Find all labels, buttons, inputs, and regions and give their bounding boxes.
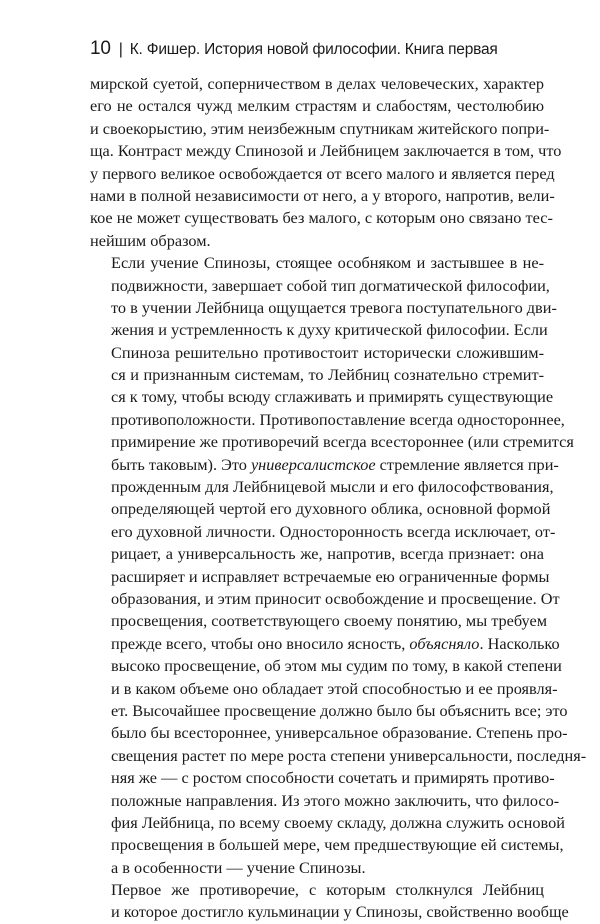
text-line: определяющей чертой его духовного облика, основной формой <box>111 499 551 519</box>
text-line: мирской суетой, соперничеством в делах человеческих, характер <box>90 74 544 93</box>
text-line: просвещения в большей мере, чем предшествующие ей системы, <box>111 835 564 855</box>
text-line: было бы всестороннее, универсальное образование. Степень про- <box>111 723 568 743</box>
text-line: примирение же противоречий всегда всестороннее (или стремится <box>111 432 574 452</box>
text-fragment: быть таковым). Это <box>111 454 251 474</box>
text-line: рицает, а универсальность же, напротив, всегда признает: она <box>111 544 544 564</box>
running-title: К. Фишер. История новой философии. Книга первая <box>129 41 498 58</box>
text-line: ся к тому, чтобы всюду сглаживать и примирять существующие <box>111 387 554 407</box>
paragraph <box>90 252 587 879</box>
text-line: его духовной личности. Односторонность всегда исключает, от- <box>111 521 556 541</box>
text-fragment: стремление является при- <box>375 454 559 474</box>
text-fragment: прежде всего, чтобы оно вносило ясность, <box>111 633 410 653</box>
text-line: няя же — с ростом способности сочетать и примирять противо- <box>111 768 555 788</box>
text-fragment: . Насколько <box>479 633 560 653</box>
text-line-with-emphasis <box>90 454 559 476</box>
page-number: 10 <box>90 38 111 59</box>
text-line: и своекорыстию, этим неизбежным спутникам житейского попри- <box>90 118 550 138</box>
text-line: противоположности. Противопоставление всегда одностороннее, <box>111 409 565 429</box>
text-line: образования, и этим приносит освобождение и просвещение. От <box>111 588 560 608</box>
text-line: нами в полной независимости от него, а у второго, напротив, вели- <box>90 185 555 205</box>
text-line: Если учение Спинозы, стоящее особняком и застывшее в не- <box>111 253 544 273</box>
text-line: его не остался чужд мелким страстям и слабостям, честолюбию <box>90 96 544 116</box>
text-line: Спиноза решительно противостоит исторически сложившим- <box>111 342 544 362</box>
text-line: ся и признанным системам, то Лейбниц сознательно стремит- <box>111 365 544 385</box>
text-line: просвещения, соответствующего своему понятию, мы требуем <box>111 611 548 631</box>
text-line: жения и устремленность к духу критической философии. Если <box>111 320 548 340</box>
text-line: и в каком объеме оно обладает этой способностью и ее проявля- <box>111 678 558 698</box>
text-line: свещения растет по мере роста степени универсальности, последня- <box>111 745 587 765</box>
text-line: Первое же противоречие, с которым столкнулся Лейбниц <box>111 880 544 900</box>
text-line: расширяет и исправляет встречаемые ею ограниченные формы <box>111 566 550 586</box>
text-line: фия Лейбница, по всему своему складу, должна служить основой <box>111 812 565 832</box>
text-line: и которое достигло кульминации у Спинозы, свойственно вообще <box>111 902 569 922</box>
text-line: нейшим образом. <box>90 230 211 250</box>
body-text <box>90 73 587 924</box>
text-line: у первого великое освобождается от всего малого и является перед <box>90 163 555 183</box>
text-line: положные направления. Из этого можно заключить, что филосо- <box>111 790 560 810</box>
text-line: кое не может существовать без малого, с которым оно связано тес- <box>90 208 553 228</box>
emphasis: универсалистское <box>250 454 376 474</box>
text-line: прожденным для Лейбницевой мысли и его философствования, <box>111 477 554 497</box>
text-line: высоко просвещение, об этом мы судим по тому, в какой степени <box>111 656 562 676</box>
emphasis: объясняло <box>409 633 480 653</box>
text-line: ет. Высочайшее просвещение должно было бы объяснить все; это <box>111 700 568 720</box>
running-head <box>90 38 544 60</box>
text-line: подвижности, завершает собой тип догматической философии, <box>111 275 550 295</box>
text-line-with-emphasis <box>90 633 560 655</box>
text-line: то в учении Лейбница ощущается тревога поступательного дви- <box>111 297 557 317</box>
paragraph <box>90 879 569 924</box>
text-line: ща. Контраст между Спинозой и Лейбницем заключается в том, что <box>90 141 562 161</box>
paragraph <box>90 73 562 252</box>
text-line: а в особенности — учение Спинозы. <box>111 857 366 877</box>
header-separator: | <box>118 41 123 58</box>
